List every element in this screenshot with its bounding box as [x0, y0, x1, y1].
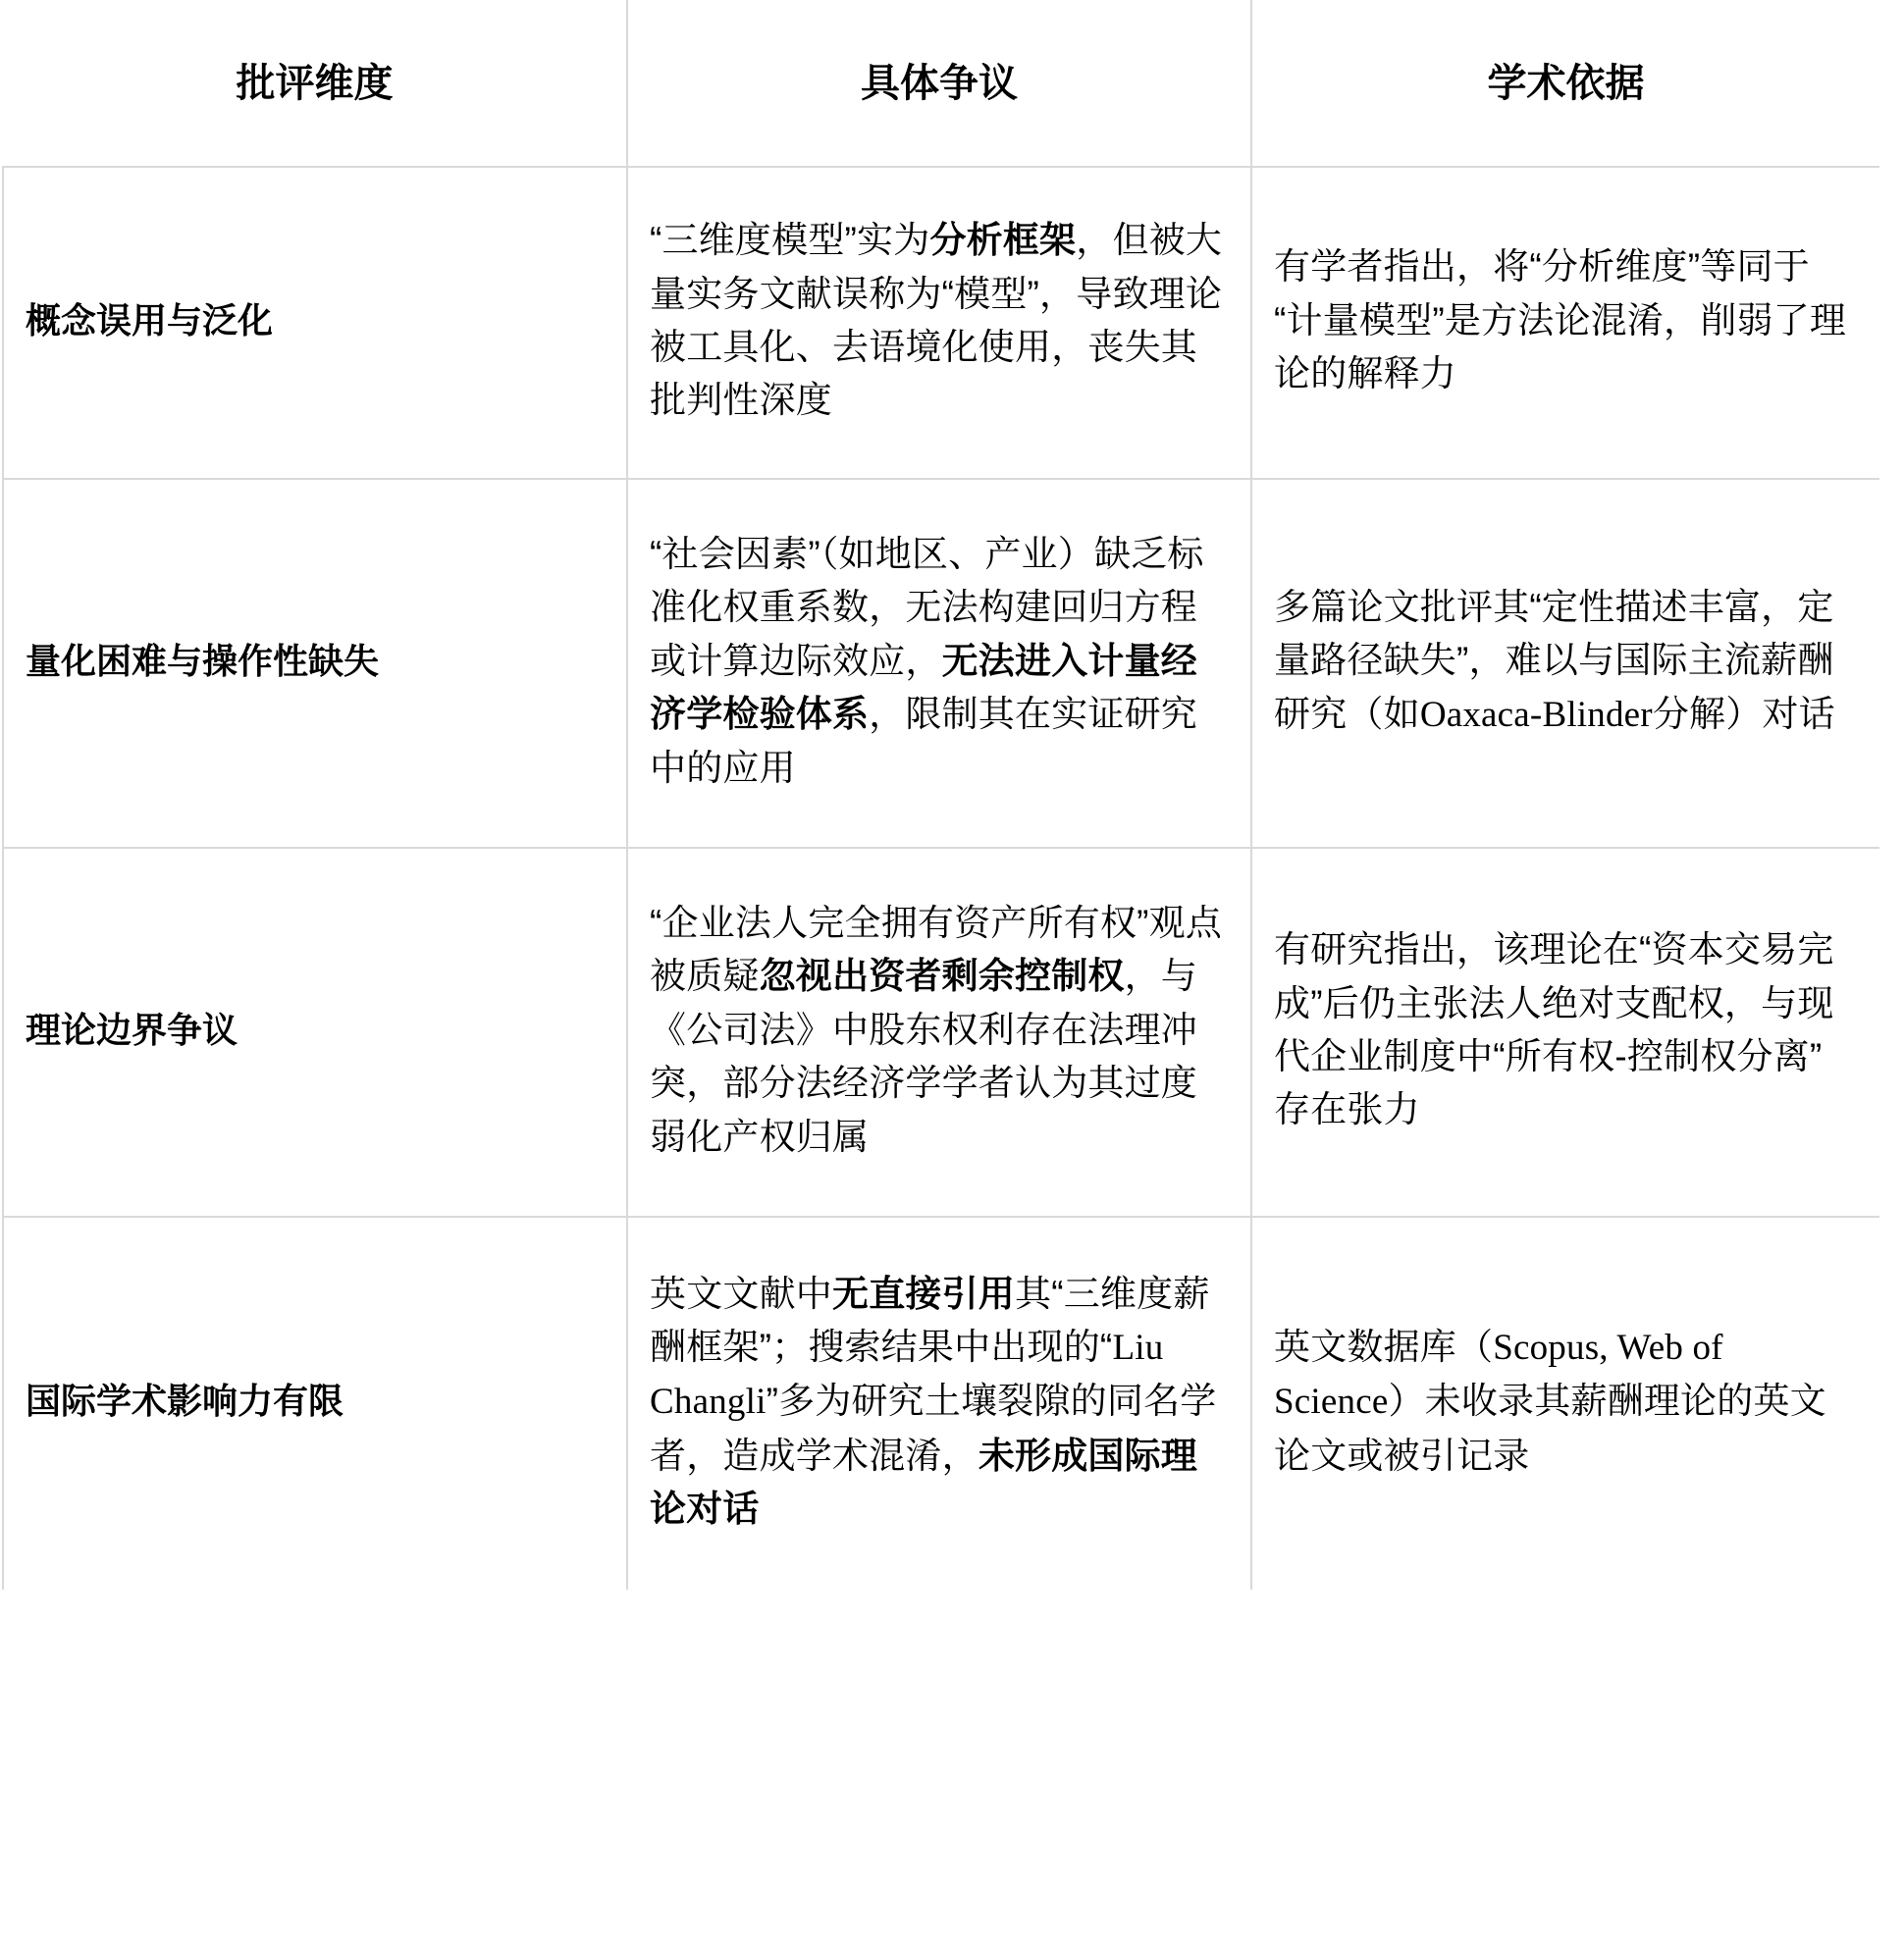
criticism-table	[2, 0, 1879, 1590]
table-body	[3, 167, 1879, 1590]
cell-evidence: 多篇论文批评其“定性描述丰富，定量路径缺失”，难以与国际主流薪酬研究（如Oaxaca-Blinder分解）对话	[1251, 479, 1879, 848]
cell-dispute: “社会因素”（如地区、产业）缺乏标准化权重系数，无法构建回归方程或计算边际效应，无法进入计量经济学检验体系，限制其在实证研究中的应用	[627, 479, 1251, 848]
cell-dispute: “企业法人完全拥有资产所有权”观点被质疑忽视出资者剩余控制权，与《公司法》中股东权利存在法理冲突，部分法经济学学者认为其过度弱化产权归属	[627, 848, 1251, 1217]
table-row	[3, 479, 1879, 848]
column-header-dimension: 批评维度	[3, 0, 627, 167]
cell-dimension: 理论边界争议	[3, 848, 627, 1217]
table-row	[3, 167, 1879, 479]
cell-dispute: “三维度模型”实为分析框架，但被大量实务文献误称为“模型”，导致理论被工具化、去语境化使用，丧失其批判性深度	[627, 167, 1251, 479]
table-row	[3, 1217, 1879, 1590]
header-row	[3, 0, 1879, 167]
cell-dispute: 英文文献中无直接引用其“三维度薪酬框架”；搜索结果中出现的“Liu Changli”多为研究土壤裂隙的同名学者，造成学术混淆，未形成国际理论对话	[627, 1217, 1251, 1590]
column-header-evidence: 学术依据	[1251, 0, 1879, 167]
table-header	[3, 0, 1879, 167]
cell-evidence: 有研究指出，该理论在“资本交易完成”后仍主张法人绝对支配权，与现代企业制度中“所有权-控制权分离”存在张力	[1251, 848, 1879, 1217]
cell-dimension: 概念误用与泛化	[3, 167, 627, 479]
table-row	[3, 848, 1879, 1217]
cell-dimension: 国际学术影响力有限	[3, 1217, 627, 1590]
column-header-dispute: 具体争议	[627, 0, 1251, 167]
cell-dimension: 量化困难与操作性缺失	[3, 479, 627, 848]
cell-evidence: 英文数据库（Scopus, Web of Science）未收录其薪酬理论的英文论文或被引记录	[1251, 1217, 1879, 1590]
cell-evidence: 有学者指出，将“分析维度”等同于“计量模型”是方法论混淆，削弱了理论的解释力	[1251, 167, 1879, 479]
